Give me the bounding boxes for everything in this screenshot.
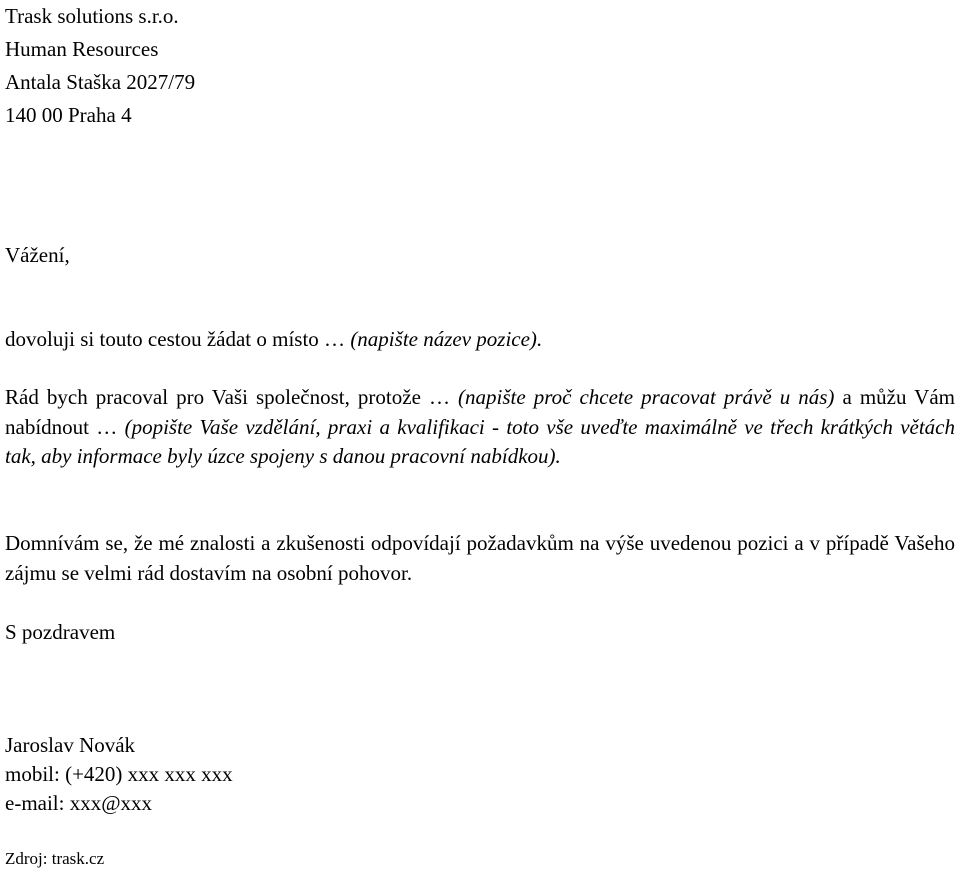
department-name: Human Resources (5, 37, 159, 61)
postal-city: 140 00 Praha 4 (5, 103, 132, 127)
paragraph1-part1: Rád bych pracoval pro Vaši společnost, protože … (5, 385, 458, 409)
closing: S pozdravem (5, 620, 116, 644)
paragraph1-part2: a můžu Vám nabídnout … (5, 385, 955, 439)
source-note: Zdroj: trask.cz (5, 849, 105, 868)
paragraph1-end: . (555, 444, 561, 468)
body-paragraph-1 (5, 383, 955, 472)
company-name: Trask solutions s.r.o. (5, 4, 179, 28)
paragraph1-hint2: (popište Vaše vzdělání, praxi a kvalifikaci - toto vše uveďte maximálně ve třech krátkých větách tak, aby informace byly úzce spojeny s danou pracovní nabídkou) (5, 414, 955, 468)
sender-phone: mobil: (+420) xxx xxx xxx (5, 762, 233, 786)
intro-line (5, 323, 542, 356)
intro-hint: (napište název pozice) (350, 327, 537, 351)
intro-text: dovoluji si touto cestou žádat o místo … (5, 327, 351, 351)
recipient-address (5, 0, 195, 132)
body-paragraph-2: Domnívám se, že mé znalosti a zkušenosti odpovídají požadavkům na výše uvedenou pozici a v případě Vašeho zájmu se velmi rád dostavím na osobní pohovor. (5, 531, 955, 585)
sender-name: Jaroslav Novák (5, 733, 136, 757)
salutation: Vážení, (5, 243, 70, 267)
paragraph1-hint1: (napište proč chcete pracovat právě u nás) (458, 385, 835, 409)
signature-block (5, 731, 233, 818)
intro-end: . (536, 327, 543, 351)
street-address: Antala Staška 2027/79 (5, 70, 196, 94)
sender-email: e-mail: xxx@xxx (5, 791, 153, 815)
